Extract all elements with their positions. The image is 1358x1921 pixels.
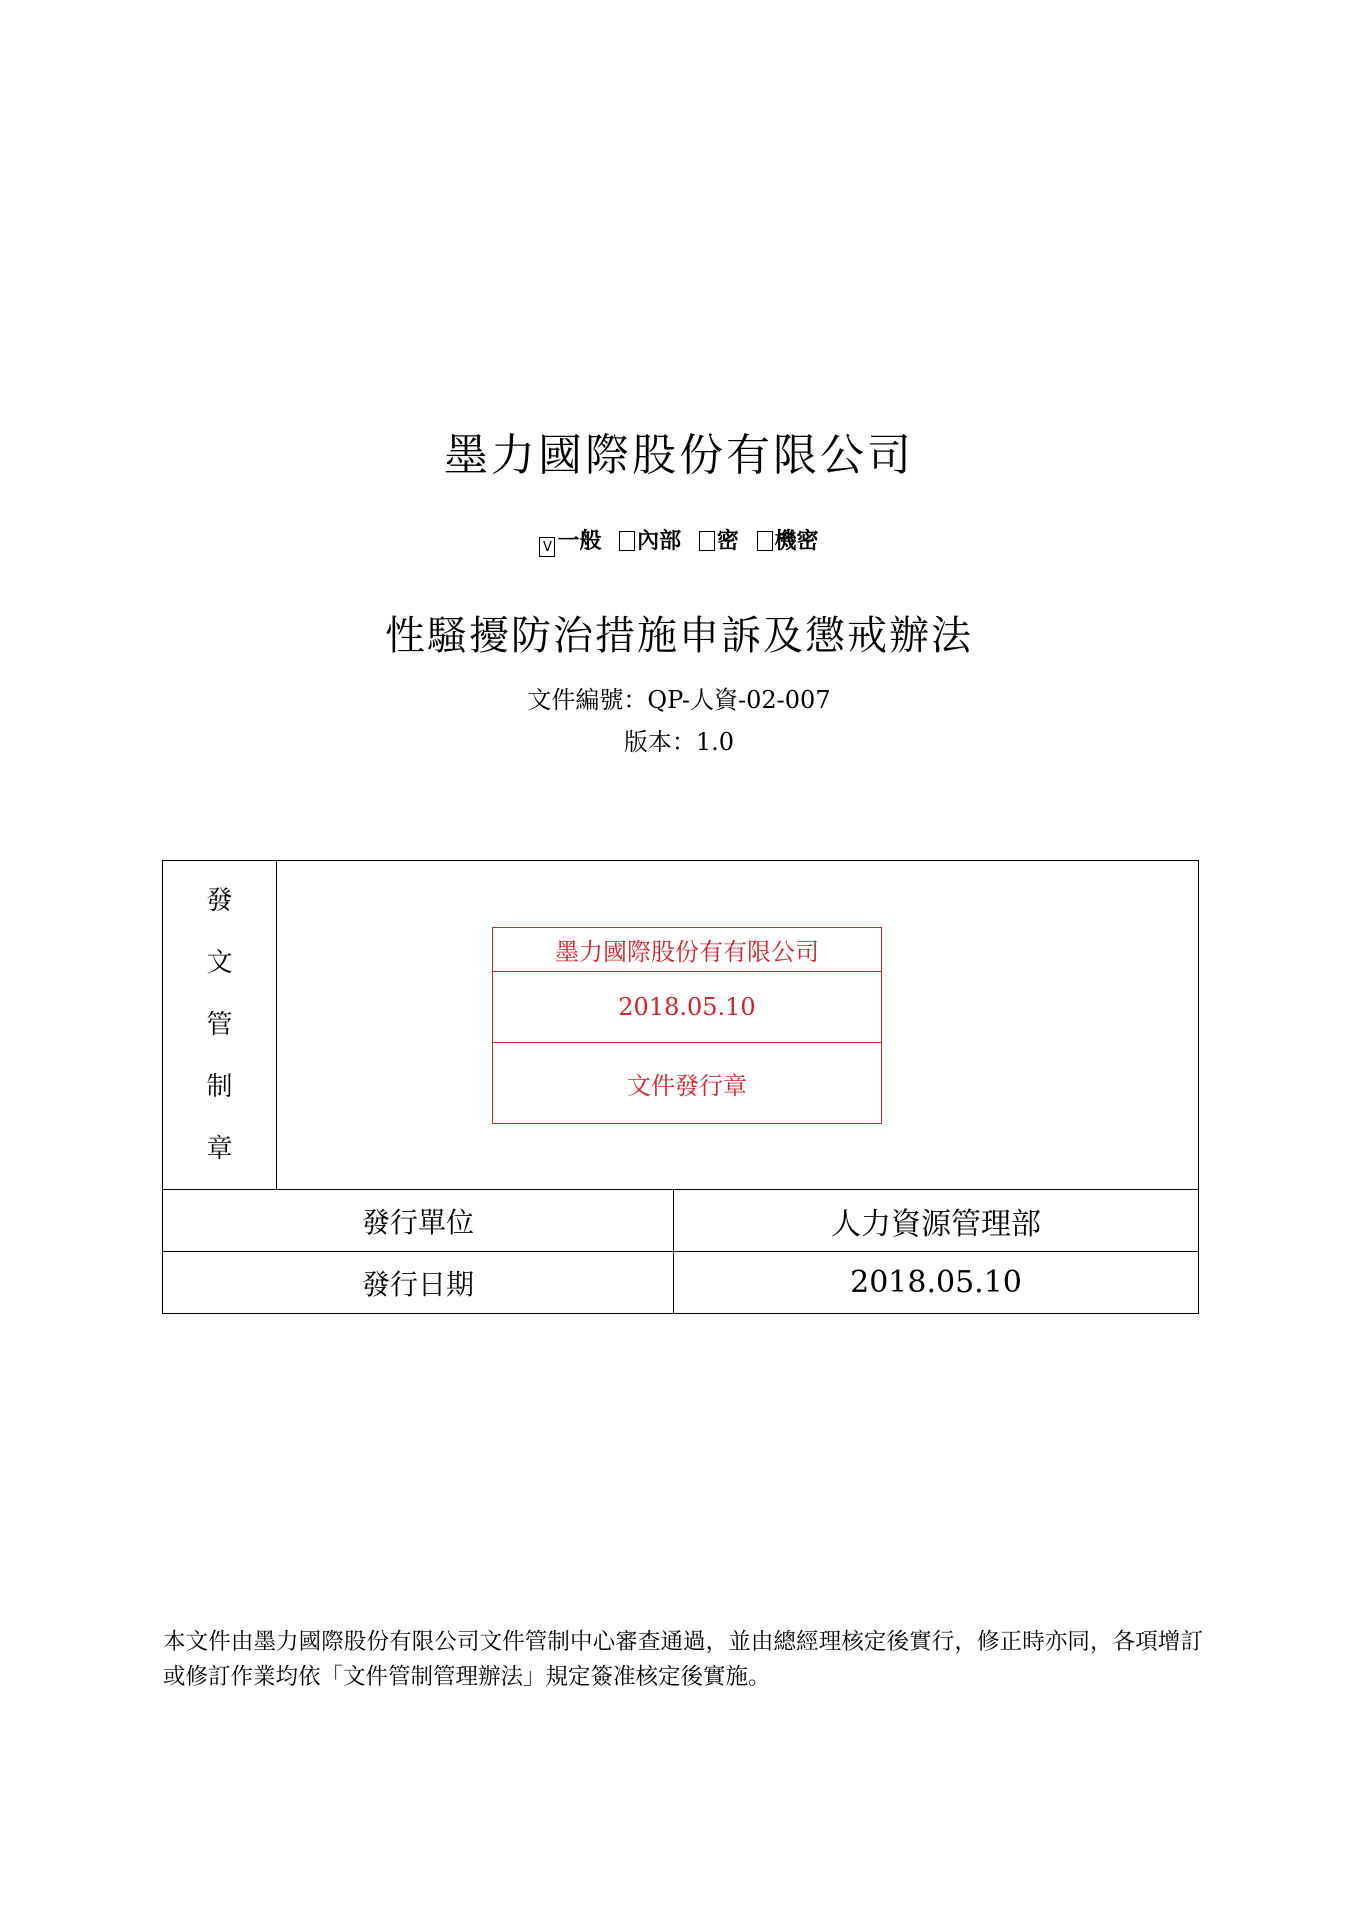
stamp-label: 文件發行章 [627, 1071, 747, 1100]
classification-label: 一般 [557, 529, 602, 554]
classification-option-top-secret[interactable] [757, 527, 819, 557]
issue-date-value: 2018.05.10 [674, 1252, 1199, 1314]
company-title: 墨力國際股份有限公司 [444, 430, 914, 481]
stamp-label-char: 章 [206, 1134, 233, 1164]
checkbox-checked-icon[interactable]: V [539, 537, 555, 557]
stamp-label-char: 管 [206, 1010, 233, 1040]
checkbox-empty-icon[interactable] [619, 531, 635, 551]
classification-option-internal[interactable] [619, 527, 681, 557]
stamp-label-char: 發 [206, 886, 233, 916]
issuing-unit-label: 發行單位 [163, 1190, 674, 1252]
classification-label: 密 [716, 529, 739, 554]
document-number: 文件編號：QP-人資-02-007 [527, 686, 831, 714]
classification-option-general[interactable] [539, 527, 601, 557]
issuance-stamp [492, 927, 882, 1124]
stamp-date: 2018.05.10 [493, 972, 881, 1043]
classification-option-confidential[interactable] [699, 527, 739, 557]
classification-label: 內部 [637, 529, 682, 554]
approval-note: 本文件由墨力國際股份有限公司文件管制中心審查通過，並由總經理核定後實行，修正時亦同，各項增訂或修訂作業均依「文件管制管理辦法」規定簽准核定後實施。 [163, 1629, 1203, 1690]
checkbox-empty-icon[interactable] [757, 531, 773, 551]
stamp-label-char: 文 [206, 948, 233, 978]
issue-date-label: 發行日期 [163, 1252, 674, 1314]
stamp-company: 墨力國際股份有有限公司 [493, 928, 881, 972]
classification-label: 機密 [774, 529, 819, 554]
table-row [163, 1190, 1199, 1252]
document-control-table [162, 860, 1199, 1314]
stamp-area [277, 861, 1199, 1190]
stamp-label-cell [163, 861, 277, 1190]
document-title: 性騷擾防治措施申訴及懲戒辦法 [385, 613, 973, 659]
table-row [163, 1252, 1199, 1314]
classification-options [0, 527, 1358, 557]
document-version: 版本：1.0 [623, 728, 735, 756]
checkbox-empty-icon[interactable] [699, 531, 715, 551]
stamp-label-char: 制 [206, 1072, 233, 1102]
issuing-unit-value: 人力資源管理部 [674, 1190, 1199, 1252]
